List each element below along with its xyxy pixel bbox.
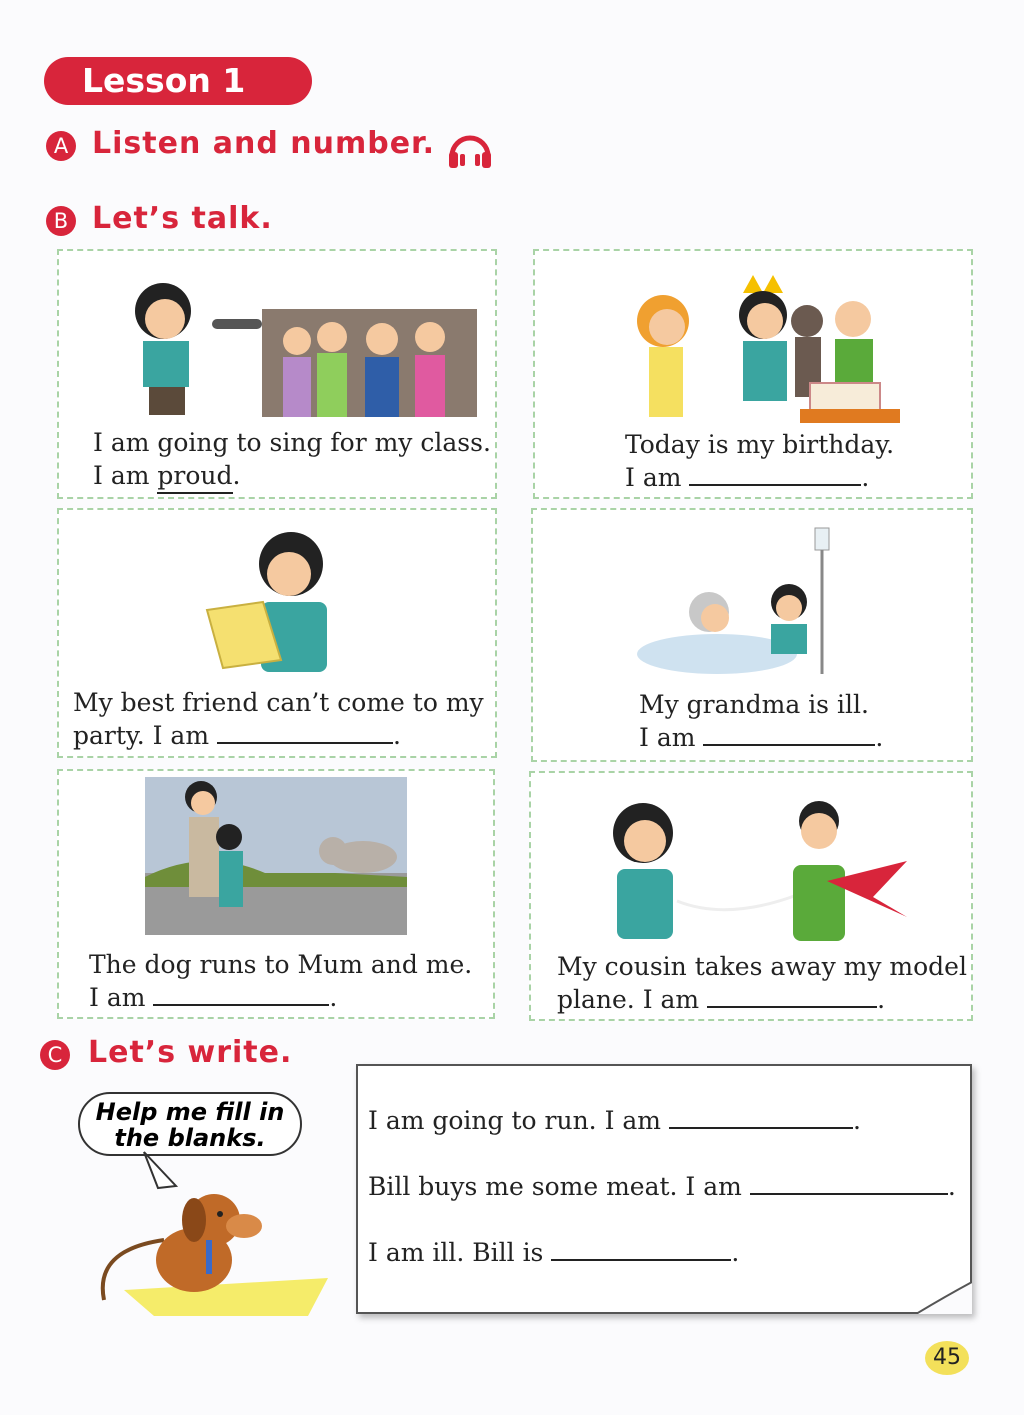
panel-6-blank[interactable]: [707, 984, 877, 1008]
talk-panel-5: [57, 769, 495, 1019]
panel-2-line2: I am .: [625, 463, 870, 492]
headphones-icon[interactable]: [446, 126, 494, 170]
talk-panel-6: [529, 771, 973, 1021]
section-c-title: Let’s write.: [88, 1035, 293, 1070]
section-b-title: Let’s talk.: [92, 201, 273, 236]
talk-panel-3: [57, 508, 497, 758]
lesson-banner: Lesson 1: [44, 57, 312, 105]
illustration-hospital: [637, 524, 857, 684]
talk-panel-2: [533, 249, 973, 499]
talk-panel-4: [531, 508, 973, 762]
write-sentence-2: Bill buys me some meat. I am .: [368, 1172, 956, 1201]
write-sentence-3: I am ill. Bill is .: [368, 1238, 740, 1267]
panel-1-answer: proud: [157, 459, 232, 494]
panel-3-blank[interactable]: [217, 720, 393, 744]
illustration-reading-letter: [199, 524, 339, 684]
panel-4-blank[interactable]: [703, 722, 875, 746]
panel-6-line1: My cousin takes away my model: [557, 952, 967, 981]
section-a-title: Listen and number.: [92, 126, 435, 161]
illustration-dog: [145, 777, 407, 935]
panel-5-line2: I am .: [89, 983, 338, 1012]
speech-bubble: Help me fill in the blanks.: [78, 1092, 302, 1156]
write-blank-1[interactable]: [669, 1105, 853, 1129]
talk-panel-1: [57, 249, 497, 499]
panel-4-line1: My grandma is ill.: [639, 690, 869, 719]
panel-5-line1: The dog runs to Mum and me.: [89, 950, 473, 979]
write-box: [356, 1064, 972, 1314]
page-curl-icon: [916, 1282, 972, 1314]
illustration-birthday: [615, 263, 905, 423]
panel-4-line2: I am .: [639, 723, 884, 752]
section-b-badge: B: [46, 206, 76, 236]
panel-5-blank[interactable]: [153, 982, 329, 1006]
illustration-singing: [87, 271, 477, 419]
dog-mascot-icon: [94, 1150, 342, 1320]
panel-2-blank[interactable]: [689, 462, 861, 486]
write-sentence-1: I am going to run. I am .: [368, 1106, 861, 1135]
panel-1-line1: I am going to sing for my class.: [93, 428, 491, 457]
illustration-model-plane: [607, 801, 909, 941]
section-c-badge: C: [40, 1040, 70, 1070]
panel-1-line2: I am proud.: [93, 459, 240, 494]
write-blank-2[interactable]: [750, 1171, 948, 1195]
write-blank-3[interactable]: [551, 1237, 731, 1261]
panel-3-line1: My best friend can’t come to my: [73, 688, 484, 717]
section-a-badge: A: [46, 131, 76, 161]
page-number: 45: [925, 1341, 969, 1375]
panel-3-line2: party. I am .: [73, 721, 401, 750]
panel-6-line2: plane. I am .: [557, 985, 886, 1014]
panel-2-line1: Today is my birthday.: [625, 430, 895, 459]
